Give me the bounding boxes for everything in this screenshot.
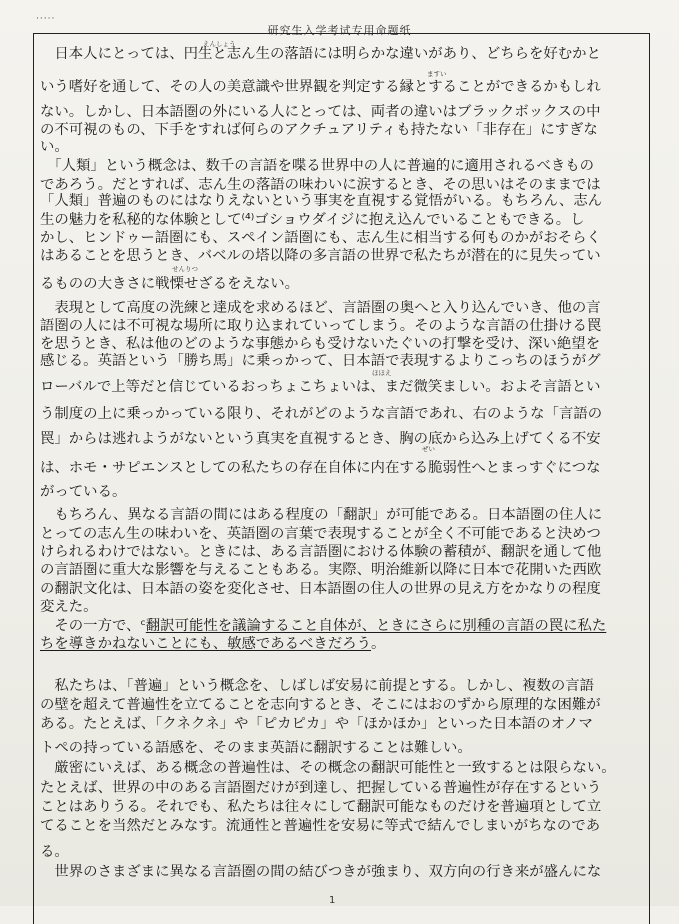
text-line: 罠」からは逃れようがないという真実を直視するとき、胸の底から込み上げてくる不安	[40, 431, 601, 447]
text-line: るものの大きさに戦慄せざるをえない。	[40, 276, 300, 292]
text-line: 変えた。	[40, 599, 98, 615]
text-line: の翻訳文化は、日本語の姿を変化させ、日本語圏の住人の世界の見え方をかなりの程度	[40, 581, 601, 597]
text-line: の壁を超えて普遍性を立てることを志向するとき、そこにはおのずから原理的な困難が	[40, 697, 601, 713]
sheet-header: 研究生入学考试专用命题纸	[267, 24, 412, 37]
text-line: かし、ヒンドゥー語圏にも、スペイン語圏にも、志ん生に相当する何ものかがおそらく	[40, 230, 601, 246]
text-line: いう嗜好を通して、その人の美意識や世界観を判定する縁とすることができるかもしれ	[40, 79, 601, 95]
text-line: は、ホモ・サピエンスとしての私たちの存在自体に内在する脆弱性へとまっすぐにつな	[40, 460, 601, 476]
text-line: 語圏の人には不可視な場所に取り込まれていってしまう。そのような言語の仕掛ける罠	[40, 318, 602, 334]
text-line: ない。しかし、日本語圏の外にいる人にとっては、両者の違いはブラックボックスの中	[40, 104, 601, 120]
text-line: であろう。だとすれば、志ん生の落語の味わいに涙するとき、その思いはそのままでは	[40, 177, 601, 193]
text-line: を思うとき、私は他のどのような事態からも受けないたぐいの打撃を受け、深い絶望を	[40, 336, 601, 352]
text-line: ローバルで上等だと信じているおっちょこちょいは、まだ微笑ましい。およそ言語とい	[40, 379, 601, 395]
text-line: い。	[40, 139, 69, 155]
text-line: ことはありうる。それでも、私たちは往々にして翻訳可能なものだけを普遍項として立	[40, 799, 602, 815]
corner-marks: ·····	[36, 14, 56, 24]
text-line: 厳密にいえば、ある概念の普遍性は、その概念の翻訳可能性と一致するとは限らない。	[40, 760, 616, 776]
text-line: 表現として高度の洗練と達成を求めるほど、言語圏の奥へと入り込んでいき、他の言	[40, 300, 601, 316]
underlined-line: その一方で、ᶜ翻訳可能性を議論すること自体が、ときにさらに別種の言語の罠に私た	[40, 618, 607, 634]
text-line: はあることを思うとき、バベルの塔以降の多言語の世界で私たちが潜在的に見失ってい	[40, 248, 601, 264]
underlined-line: ちを導きかねないことにも、敏感であるべきだろう。	[40, 636, 386, 652]
text-line: の不可視のもの、下手をすれば何らのアクチュアリティも持たない「非存在」にすぎな	[40, 122, 598, 138]
text-line: う制度の上に乗っかっている限り、それがどのような言語であれ、右のような「言語の	[40, 406, 603, 422]
text-line: 感じる。英語という「勝ち馬」に乗っかって、日本語で表現するよりこっちのほうがグ	[40, 353, 601, 369]
text-line: 生の魅力を私秘的な体験として⁽⁴⁾ゴショウダイジに抱え込んでいることもできる。し	[40, 212, 585, 228]
furigana-senritsu: せんりつ	[172, 265, 198, 273]
text-line: 世界のさまざまに異なる言語圏の間の結びつきが強まり、双方向の行き来が盛んにな	[40, 864, 602, 880]
furigana-zei: ぜい	[422, 445, 435, 453]
text-line: 日本人にとっては、円生と志ん生の落語には明らかな違いがあり、どちらを好むかと	[40, 46, 601, 62]
text-line: 「人類」普遍のものにはなりえないという事実を直視する覚悟がいる。もちろん、志ん	[40, 193, 603, 209]
text-line: がっている。	[40, 484, 127, 500]
text-line: る。	[40, 844, 69, 860]
text-line: もちろん、異なる言語の間にはある程度の「翻訳」が可能である。日本語圏の住人に	[40, 507, 603, 523]
furigana-hohoe: ほほえ	[372, 369, 392, 377]
text-line: とっての志ん生の味わいを、英語圏の言葉で表現することが全く不可能であると決めつ	[40, 526, 601, 542]
furigana-masui: ますい	[427, 70, 447, 78]
page-number: 1	[329, 895, 336, 906]
text-line: たとえば、世界の中のある言語圏だけが到達し、把握している普遍性が存在するという	[40, 780, 602, 796]
text-line: 「人類」という概念は、数千の言語を喋る世界中の人に普遍的に適用されるべきもの	[40, 158, 595, 174]
text-line: てることを当然だとみなす。流通性と普遍性を安易に等式で結んでしまいがちなのであ	[40, 818, 601, 834]
text-line: ある。たとえば、「クネクネ」や「ピカピカ」や「ほかほか」といった日本語のオノマ	[40, 716, 593, 732]
text-line: トペの持っている語感を、そのまま英語に翻訳することは難しい。	[40, 740, 472, 756]
text-line: 私たちは、「普遍」という概念を、しばしば安易に前提とする。しかし、複数の言語	[40, 678, 595, 694]
text-line: の言語圏に重大な影響を与えることもある。実際、明治維新以降に日本で花開いた西欧	[40, 562, 602, 578]
furigana-enshou: えんしょう	[203, 40, 236, 48]
text-line: けられるわけではない。ときには、ある言語圏における体験の蓄積が、翻訳を通して他	[40, 544, 602, 560]
